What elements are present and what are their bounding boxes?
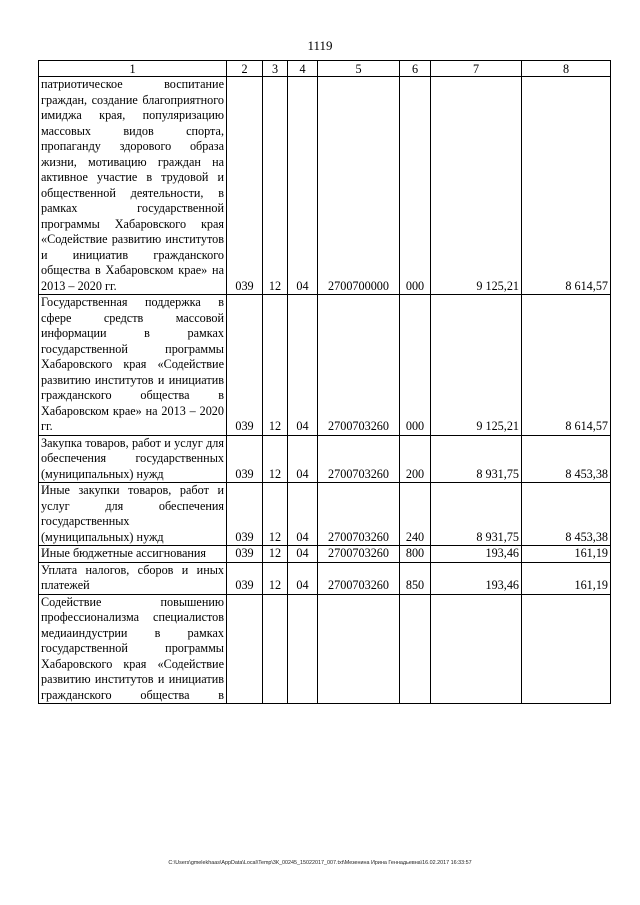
cell-expense-type: 240 [400, 483, 431, 546]
cell-target-article: 2700703260 [318, 295, 400, 436]
cell-amount-planned [431, 594, 522, 704]
cell-admin-code [227, 594, 263, 704]
cell-amount-actual: 8 614,57 [522, 295, 611, 436]
row-description: патриотическое воспитание граждан, создание благоприятного имиджа края, популяризацию массовых видов спорта, пропаганду здорового образа жизни, мотивацию граждан на активное участие в трудовой и общественной деятельности, в рамках государственной программы Хабаровского края «Содействие развитию институтов и инициатив гражданского общества в Хабаровском крае» на 2013 – 2020 гг. [39, 77, 227, 295]
cell-target-article: 2700703260 [318, 546, 400, 563]
cell-amount-planned: 9 125,21 [431, 295, 522, 436]
cell-subsection: 04 [288, 562, 318, 594]
table-row [39, 435, 611, 483]
cell-subsection: 04 [288, 435, 318, 483]
table-row [39, 483, 611, 546]
header-cell: 5 [318, 61, 400, 77]
cell-section: 12 [263, 435, 288, 483]
cell-admin-code: 039 [227, 483, 263, 546]
cell-target-article: 2700703260 [318, 435, 400, 483]
cell-expense-type: 200 [400, 435, 431, 483]
cell-amount-planned: 9 125,21 [431, 77, 522, 295]
cell-subsection: 04 [288, 483, 318, 546]
cell-expense-type: 000 [400, 295, 431, 436]
header-cell: 7 [431, 61, 522, 77]
cell-subsection: 04 [288, 295, 318, 436]
cell-amount-planned: 193,46 [431, 562, 522, 594]
cell-admin-code: 039 [227, 77, 263, 295]
cell-amount-actual: 8 453,38 [522, 483, 611, 546]
table-row [39, 562, 611, 594]
cell-admin-code: 039 [227, 435, 263, 483]
cell-admin-code: 039 [227, 295, 263, 436]
cell-section: 12 [263, 562, 288, 594]
cell-target-article: 2700703260 [318, 562, 400, 594]
table-row [39, 594, 611, 704]
cell-expense-type: 850 [400, 562, 431, 594]
header-row [39, 61, 611, 77]
header-cell: 4 [288, 61, 318, 77]
cell-amount-actual: 8 453,38 [522, 435, 611, 483]
cell-amount-actual [522, 594, 611, 704]
header-cell: 8 [522, 61, 611, 77]
row-description: Закупка товаров, работ и услуг для обеспечения государственных (муниципальных) нужд [39, 435, 227, 483]
cell-section: 12 [263, 295, 288, 436]
cell-subsection [288, 594, 318, 704]
cell-section: 12 [263, 546, 288, 563]
table-row [39, 546, 611, 563]
cell-subsection: 04 [288, 77, 318, 295]
row-description: Содействие повышению профессионализма специалистов медиаиндустрии в рамках государственной программы Хабаровского края «Содействие развитию институтов и инициатив гражданского общества в [39, 594, 227, 704]
cell-amount-actual: 161,19 [522, 562, 611, 594]
cell-expense-type: 000 [400, 77, 431, 295]
cell-expense-type: 800 [400, 546, 431, 563]
cell-amount-planned: 193,46 [431, 546, 522, 563]
row-description: Иные бюджетные ассигнования [39, 546, 227, 563]
budget-table [38, 60, 611, 704]
cell-amount-actual: 161,19 [522, 546, 611, 563]
header-cell: 6 [400, 61, 431, 77]
header-cell: 1 [39, 61, 227, 77]
page-number: 1119 [307, 38, 333, 53]
row-description: Государственная поддержка в сфере средств массовой информации в рамках государственной программы Хабаровского края «Содействие развитию институтов и инициатив гражданского общества в Хабаровском крае» на 2013 – 2020 гг. [39, 295, 227, 436]
cell-section: 12 [263, 483, 288, 546]
cell-admin-code: 039 [227, 546, 263, 563]
file-path-footer: C:\Users\gmelekhaas\AppData\Local\Temp\3К_00245_15022017_007.txt\Мезенина Ирина Геннадьевна\16.02.2017 16:33:57 [168, 860, 472, 866]
cell-amount-planned: 8 931,75 [431, 435, 522, 483]
row-description: Иные закупки товаров, работ и услуг для обеспечения государственных (муниципальных) нужд [39, 483, 227, 546]
cell-amount-planned: 8 931,75 [431, 483, 522, 546]
cell-target-article: 2700700000 [318, 77, 400, 295]
cell-section: 12 [263, 77, 288, 295]
cell-target-article [318, 594, 400, 704]
table-row [39, 77, 611, 295]
cell-expense-type [400, 594, 431, 704]
header-cell: 2 [227, 61, 263, 77]
header-cell: 3 [263, 61, 288, 77]
cell-amount-actual: 8 614,57 [522, 77, 611, 295]
cell-subsection: 04 [288, 546, 318, 563]
cell-target-article: 2700703260 [318, 483, 400, 546]
row-description: Уплата налогов, сборов и иных платежей [39, 562, 227, 594]
table-row [39, 295, 611, 436]
cell-admin-code: 039 [227, 562, 263, 594]
cell-section [263, 594, 288, 704]
